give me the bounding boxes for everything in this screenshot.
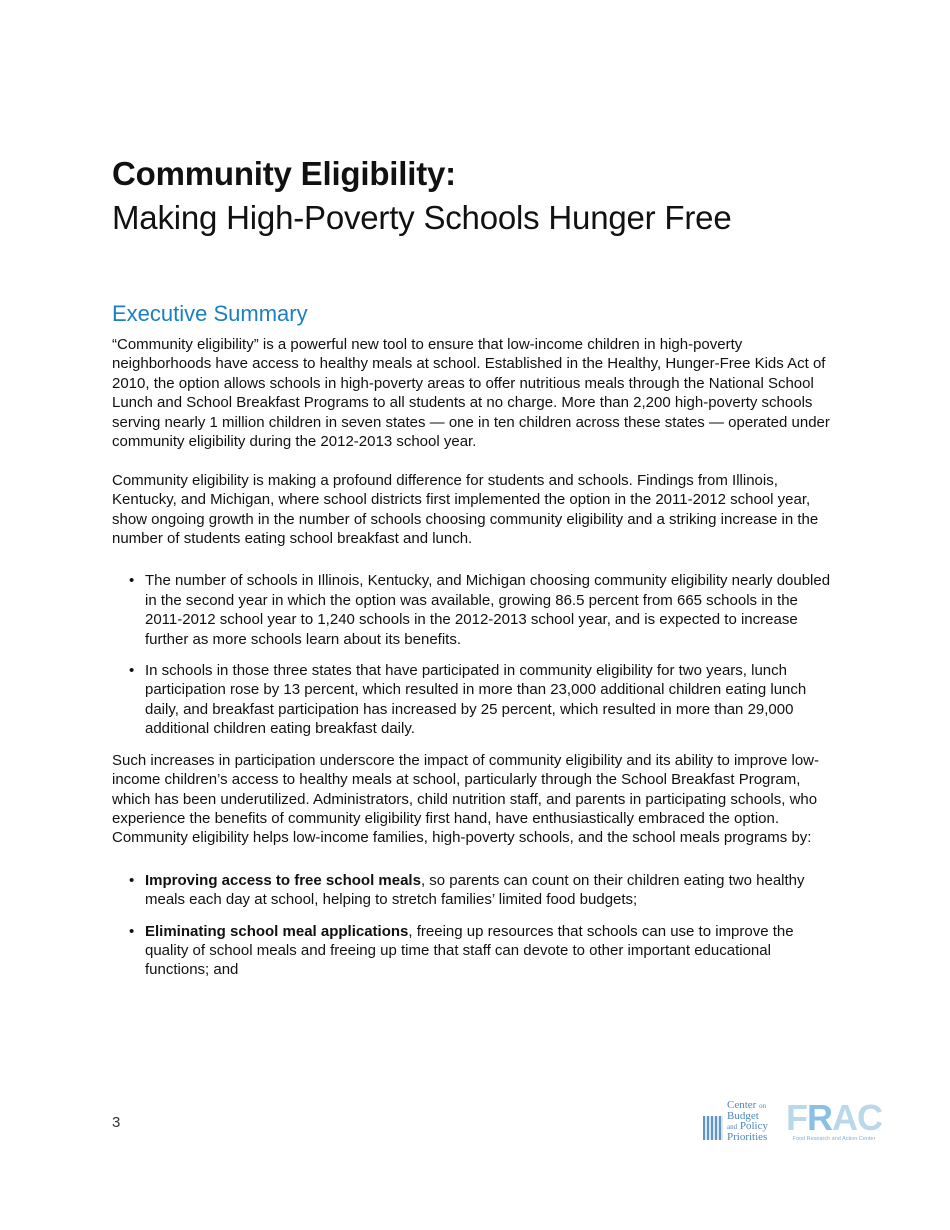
paragraph-findings-intro: Community eligibility is making a profound difference for students and schools. Findings from Illinois, Kentucky, and Michigan, where school districts first implemented the option in the 2011-2012 school year, show ongoing growth in the number of schools choosing community eligibility and a striking increase in the number of students eating school breakfast and lunch. xyxy=(112,471,819,548)
findings-list xyxy=(112,571,836,738)
frac-wordmark xyxy=(785,1096,882,1138)
cbpp-line-2: Budget xyxy=(727,1110,759,1122)
cbpp-line-1: Center xyxy=(727,1099,757,1111)
cbpp-line-3: Policy xyxy=(739,1120,768,1132)
cbpp-line-4: Priorities xyxy=(727,1131,768,1143)
title-line-2: Making High-Poverty Schools Hunger Free xyxy=(112,199,732,236)
list-item xyxy=(112,922,836,980)
list-item-text: In schools in those three states that have participated in community eligibility for two years, lunch participation rose by 13 percent, which resulted in more than 23,000 additional children eating lunch daily, and breakfast participation has increased by 25 percent, which resulted in more than 29,000 additional children eating breakfast daily. xyxy=(145,662,807,738)
paragraph-intro: “Community eligibility” is a powerful new tool to ensure that low-income children in high-poverty neighborhoods have access to healthy meals at school. Established in the Healthy, Hunger-Free Kids Act of 2010, the option allows schools in high-poverty areas to offer nutritious meals through the National School Lunch and School Breakfast Programs to all students at no charge. More than 2,200 high-poverty schools serving nearly 1 million children in seven states — one in ten children across these states — operated under community eligibility during the 2012-2013 school year. xyxy=(112,336,830,451)
list-item-bold-text: Eliminating school meal applications xyxy=(145,922,409,940)
cbpp-logo-text xyxy=(727,1100,768,1142)
list-item-text: , freeing up resources that schools can use to improve the quality of school meals and freeing up time that staff can devote to other important educational functions; and xyxy=(145,922,794,979)
document-page xyxy=(112,152,836,992)
list-item xyxy=(112,571,836,649)
list-item-bold-text: Improving access to free school meals xyxy=(145,871,421,889)
benefits-list xyxy=(112,871,836,980)
list-item xyxy=(112,871,836,910)
title-line-1: Community Eligibility: xyxy=(112,155,456,192)
list-item xyxy=(112,661,836,739)
page-number: 3 xyxy=(112,1114,121,1131)
list-item-text: , so parents can count on their children eating two healthy meals each day at school, helping to stretch families’ limited food budgets; xyxy=(145,871,805,909)
frac-subtitle: Food Research and Action Center xyxy=(792,1135,876,1142)
bullet-icon: • xyxy=(129,662,135,680)
section-heading: Executive Summary xyxy=(112,301,308,326)
cbpp-line-3-small: and xyxy=(727,1123,738,1131)
frac-letters-ac: AC xyxy=(831,1096,882,1138)
frac-letter-r: R xyxy=(806,1096,832,1138)
frac-letter-f: F xyxy=(785,1096,807,1138)
cbpp-line-1-small: on xyxy=(759,1102,767,1110)
list-item-text: The number of schools in Illinois, Kentucky, and Michigan choosing community eligibility nearly doubled in the second year in which the option was available, growing 86.5 percent from 665 schools in the 2011-2012 school year to 1,240 schools in the 2012-2013 school year, and is expected to increase further as more schools learn about its benefits. xyxy=(145,572,831,648)
bullet-icon: • xyxy=(129,922,135,940)
cbpp-logo xyxy=(703,1100,768,1142)
bullet-icon: • xyxy=(129,871,135,889)
paragraph-impact: Such increases in participation underscore the impact of community eligibility and its ability to improve low-income children’s access to healthy meals at school, particularly through the School Breakfast Program, which has been underutilized. Administrators, child nutrition staff, and parents in participating schools, who experience the benefits of community eligibility first hand, have enthusiastically embraced the option. Community eligibility helps low-income families, high-poverty schools, and the school meals programs by: xyxy=(112,751,819,847)
footer-logos xyxy=(703,1098,882,1144)
frac-logo xyxy=(785,1096,882,1142)
cbpp-columns-icon xyxy=(703,1116,723,1140)
bullet-icon: • xyxy=(129,572,135,590)
